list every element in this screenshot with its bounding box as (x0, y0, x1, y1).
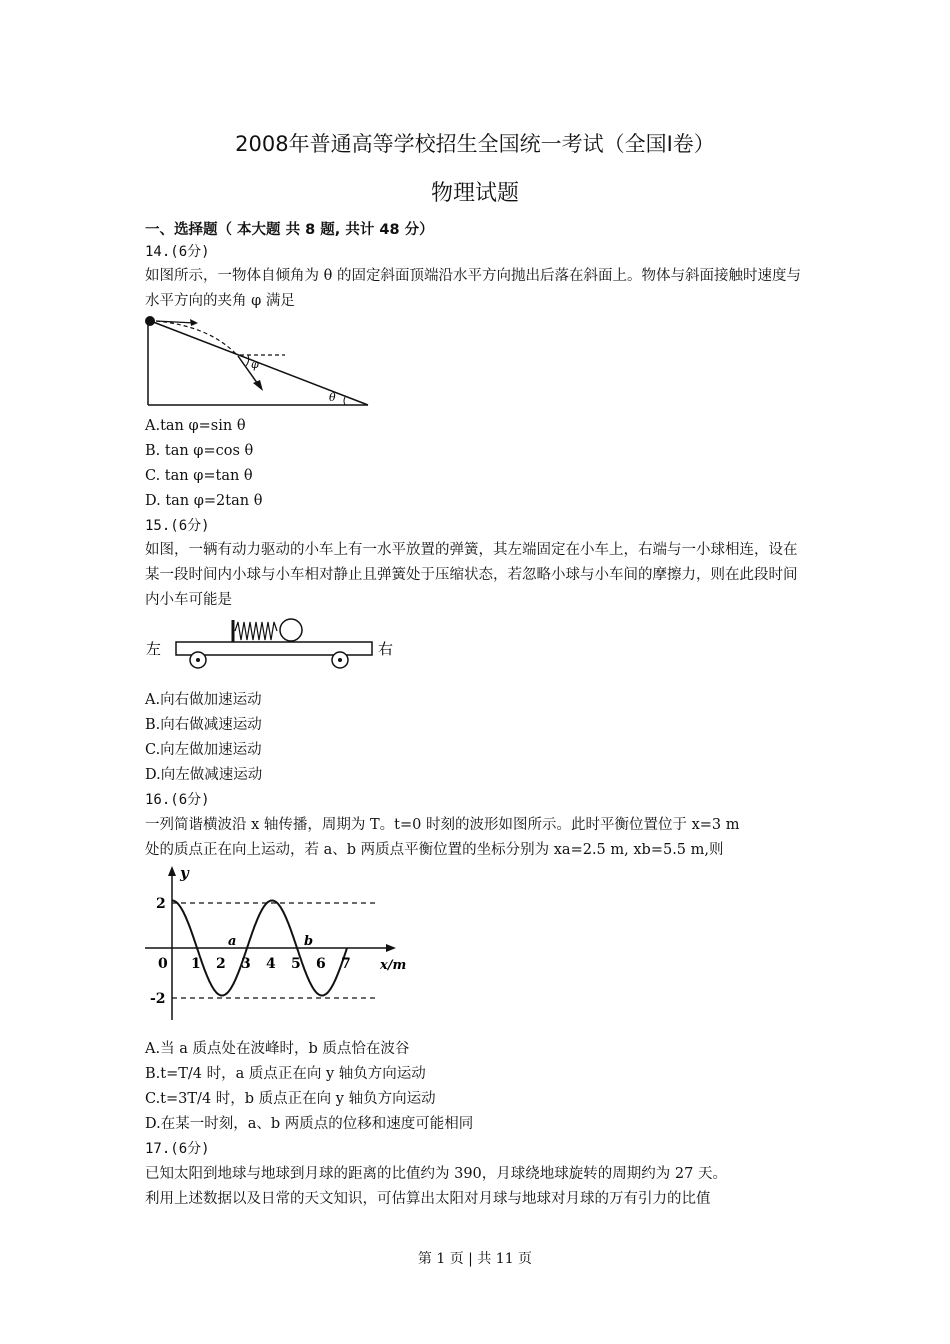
option-16b: B.t=T/4 时，a 质点正在向 y 轴负方向运动 (145, 1066, 426, 1082)
question-14-head: 14.(6分) (145, 244, 210, 260)
option-16c: C.t=3T/4 时，b 质点正在向 y 轴负方向运动 (145, 1091, 436, 1107)
x-axis-label: x/m (380, 958, 407, 973)
section-heading: 一、选择题（ 本大题 共 8 题, 共计 48 分） (145, 222, 434, 238)
option-15c: C.向左做加速运动 (145, 742, 262, 758)
phi-label: φ (251, 358, 259, 371)
question-16-line1: 一列简谐横波沿 x 轴传播，周期为 T。t=0 时刻的波形如图所示。此时平衡位置位于 x=3 m (145, 817, 740, 833)
y-tick-bottom: -2 (150, 991, 166, 1007)
left-label: 左 (146, 640, 162, 658)
question-14-stem: 如图所示，一物体自倾角为 θ 的固定斜面顶端沿水平方向抛出后落在斜面上。物体与斜面接触时速度与水平方向的夹角 φ 满足 (145, 268, 801, 309)
question-17-head: 17.(6分) (145, 1141, 210, 1157)
x-tick-label: 5 (291, 956, 301, 972)
option-16d: D.在某一时刻，a、b 两质点的位移和速度可能相同 (145, 1116, 474, 1132)
option-15a: A.向右做加速运动 (145, 692, 262, 708)
x-tick-label: 4 (266, 956, 276, 972)
right-label: 右 (378, 640, 394, 658)
x-ticks (191, 956, 351, 972)
y-axis-label: y (180, 864, 189, 882)
x-tick-label: 7 (341, 956, 351, 972)
x-tick-label: 6 (316, 956, 326, 972)
question-15-head: 15.(6分) (145, 518, 210, 534)
option-16a: A.当 a 质点处在波峰时，b 质点恰在波谷 (145, 1041, 410, 1057)
x-tick-label: 1 (191, 956, 201, 972)
question-16-head: 16.(6分) (145, 792, 210, 808)
option-15b: B.向右做减速运动 (145, 717, 262, 733)
option-14c: C. tan φ=tan θ (145, 468, 253, 484)
question-17-line1: 已知太阳到地球与地球到月球的距离的比值约为 390，月球绕地球旋转的周期约为 27 天。 (145, 1166, 727, 1182)
origin-label: 0 (158, 956, 168, 972)
ball (145, 316, 155, 326)
question-17-line2: 利用上述数据以及日常的天文知识，可估算出太阳对月球与地球对月球的万有引力的比值 (145, 1191, 711, 1207)
point-b-label: b (304, 934, 314, 949)
incline-figure (140, 312, 380, 410)
theta-label: θ (329, 391, 336, 404)
x-tick-label: 2 (216, 956, 226, 972)
option-14d: D. tan φ=2tan θ (145, 493, 263, 509)
page-footer: 第 1 页 | 共 11 页 (417, 1251, 533, 1267)
point-a-label: a (228, 934, 237, 949)
y-tick-top: 2 (156, 896, 166, 912)
option-14a: A.tan φ=sin θ (145, 418, 246, 434)
cart-figure (140, 612, 400, 674)
question-16-line2: 处的质点正在向上运动，若 a、b 两质点平衡位置的坐标分别为 xa=2.5 m, xb=5.5 m,则 (145, 842, 724, 858)
x-tick-label: 3 (241, 956, 251, 972)
exam-subtitle: 物理试题 (430, 181, 519, 206)
option-15d: D.向左做减速运动 (145, 767, 263, 783)
wave-figure (140, 862, 415, 1032)
question-15-stem: 如图，一辆有动力驱动的小车上有一水平放置的弹簧，其左端固定在小车上，右端与一小球相连，设在某一段时间内小球与小车相对静止且弹簧处于压缩状态，若忽略小球与小车间的摩擦力，则在此段时间内小车可能是 (145, 542, 798, 608)
exam-title: 2008年普通高等学校招生全国统一考试（全国Ⅰ卷） (235, 132, 715, 156)
option-14b: B. tan φ=cos θ (145, 443, 254, 459)
